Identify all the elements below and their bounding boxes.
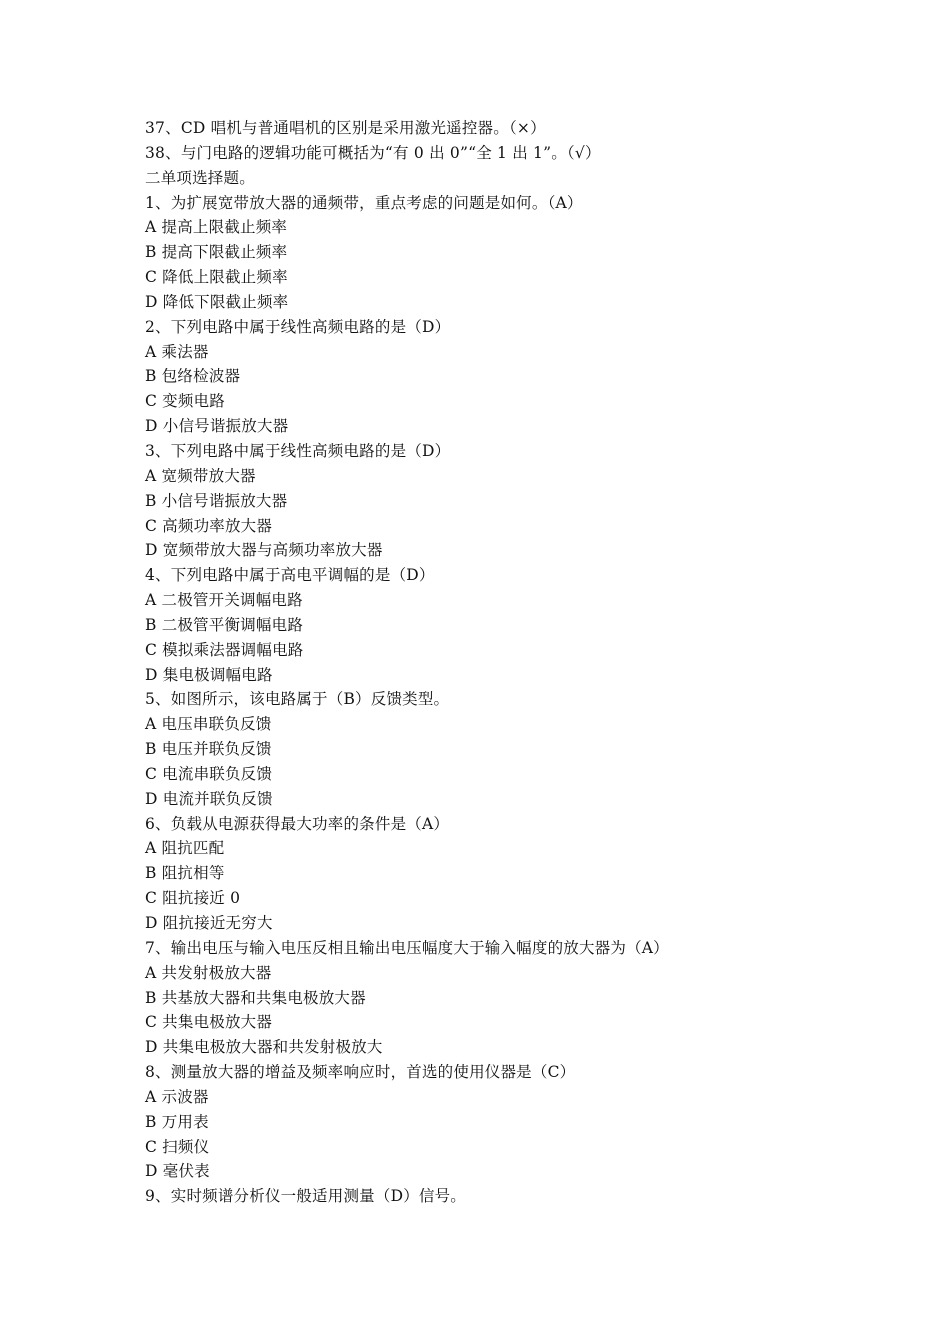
option-line: B 万用表 [145, 1112, 209, 1131]
question-1: 1、为扩展宽带放大器的通频带，重点考虑的问题是如何。（A） [145, 193, 583, 212]
option-line: C 电流串联负反馈 [145, 764, 273, 783]
option-line: A 阻抗匹配 [145, 839, 225, 858]
option-line: C 高频功率放大器 [145, 516, 273, 535]
option-line: A 共发射极放大器 [145, 963, 272, 982]
option-line: D 小信号谐振放大器 [145, 417, 289, 436]
option-line: B 小信号谐振放大器 [145, 491, 288, 510]
option-line: C 扫频仪 [145, 1137, 210, 1156]
option-line: D 电流并联负反馈 [145, 789, 273, 808]
option-line: D 集电极调幅电路 [145, 665, 273, 684]
option-line: D 毫伏表 [145, 1162, 210, 1181]
text-line: 38、与门电路的逻辑功能可概括为“有 0 出 0”“全 1 出 1”。（√） [145, 143, 601, 162]
option-line: A 宽频带放大器 [145, 466, 256, 485]
question-5: 5、如图所示，该电路属于（B）反馈类型。 [145, 690, 450, 709]
option-line: C 共集电极放大器 [145, 1013, 273, 1032]
option-line: B 提高下限截止频率 [145, 243, 288, 262]
option-line: C 降低上限截止频率 [145, 268, 288, 287]
option-line: A 电压串联负反馈 [145, 715, 272, 734]
option-line: B 包络检波器 [145, 367, 241, 386]
option-line: A 二极管开关调幅电路 [145, 591, 303, 610]
question-4: 4、下列电路中属于高电平调幅的是（D） [145, 566, 435, 585]
option-line: A 乘法器 [145, 342, 209, 361]
document-body [145, 116, 845, 1209]
option-line: C 模拟乘法器调幅电路 [145, 640, 304, 659]
section-heading: 二单项选择题。 [145, 168, 255, 187]
option-line: B 共基放大器和共集电极放大器 [145, 988, 366, 1007]
text-line: 37、CD 唱机与普通唱机的区别是采用激光遥控器。（×） [145, 119, 546, 137]
option-line: D 阻抗接近无穷大 [145, 914, 273, 932]
option-line: D 共集电极放大器和共发射极放大 [145, 1038, 383, 1057]
option-line: C 变频电路 [145, 392, 225, 411]
option-line: D 宽频带放大器与高频功率放大器 [145, 541, 383, 560]
question-9: 9、实时频谱分析仪一般适用测量（D）信号。 [145, 1187, 466, 1206]
option-line: A 提高上限截止频率 [145, 218, 288, 237]
question-7: 7、输出电压与输入电压反相且输出电压幅度大于输入幅度的放大器为（A） [145, 938, 669, 957]
option-line: D 降低下限截止频率 [145, 292, 289, 311]
question-6: 6、负载从电源获得最大功率的条件是（A） [145, 814, 450, 833]
option-line: B 阻抗相等 [145, 864, 225, 883]
option-line: A 示波器 [145, 1087, 209, 1106]
question-8: 8、测量放大器的增益及频率响应时，首选的使用仪器是（C） [145, 1063, 576, 1082]
option-line: B 二极管平衡调幅电路 [145, 615, 304, 634]
question-2: 2、下列电路中属于线性高频电路的是（D） [145, 317, 451, 336]
option-line: C 阻抗接近 0 [145, 889, 241, 908]
option-line: B 电压并联负反馈 [145, 740, 272, 759]
question-3: 3、下列电路中属于线性高频电路的是（D） [145, 441, 451, 460]
